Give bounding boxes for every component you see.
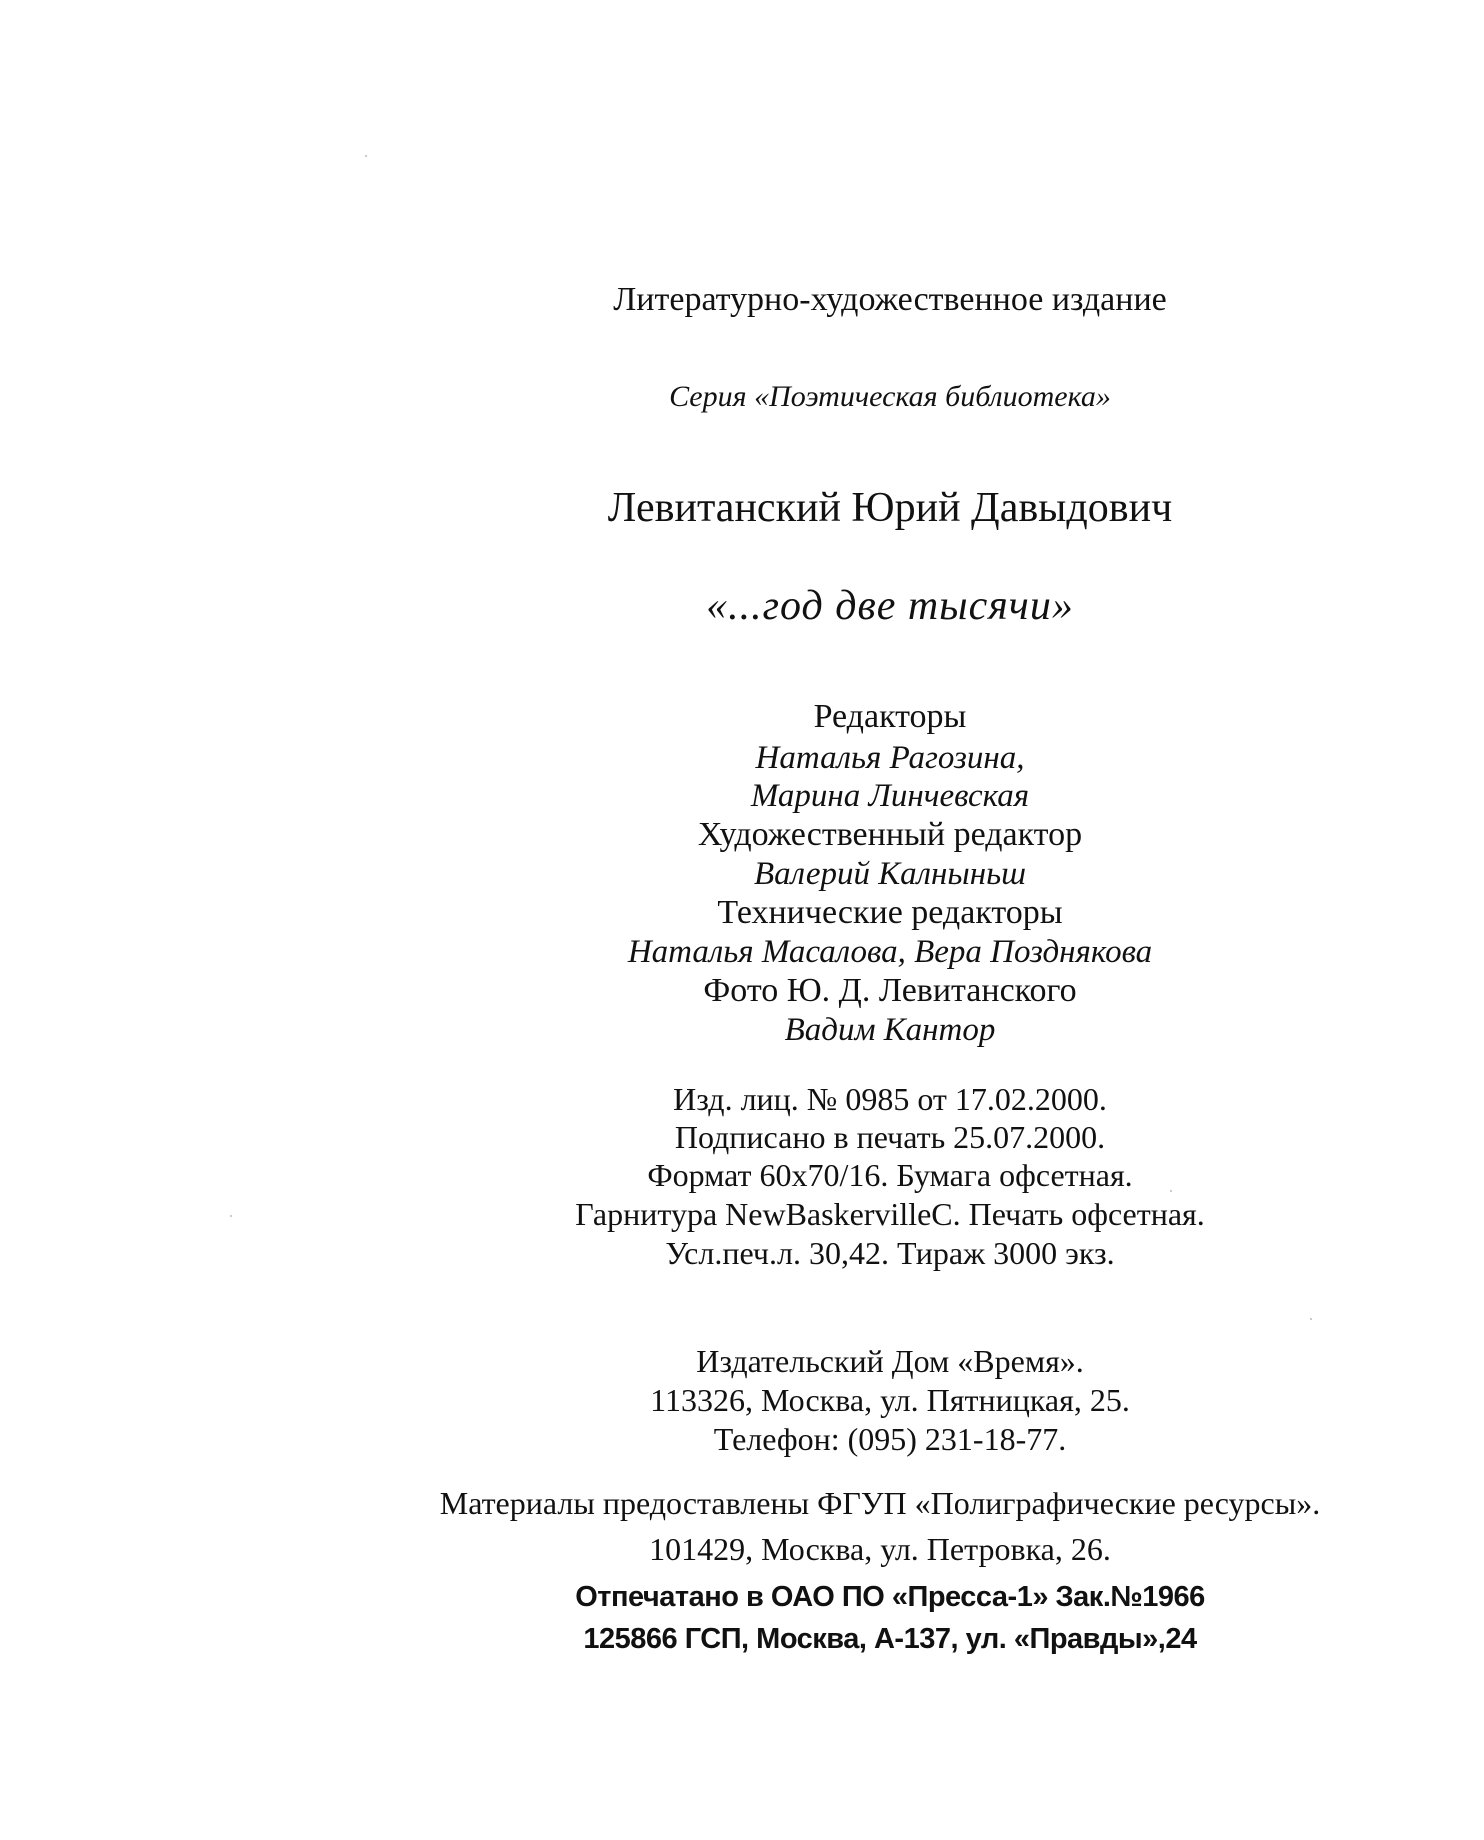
tech-editors-label: Технические редакторы — [717, 894, 1063, 931]
publisher-address: 113326, Москва, ул. Пятницкая, 25. — [650, 1382, 1130, 1418]
editors-line-1: Наталья Рагозина, — [755, 740, 1025, 776]
scan-speck — [1310, 1318, 1312, 1320]
book-title: «...год две тысячи» — [706, 583, 1074, 629]
scan-speck — [230, 1215, 232, 1217]
editors-line-2: Марина Линчевская — [750, 778, 1030, 814]
scan-speck — [1170, 1190, 1172, 1192]
signed-line: Подписано в печать 25.07.2000. — [674, 1119, 1106, 1155]
edition-type: Литературно-художественное издание — [613, 281, 1167, 318]
run-line: Усл.печ.л. 30,42. Тираж 3000 экз. — [665, 1235, 1115, 1271]
typeface-line: Гарнитура NewBaskervilleC. Печать офсетная. — [575, 1196, 1205, 1232]
materials-line-2: 101429, Москва, ул. Петровка, 26. — [649, 1531, 1111, 1567]
art-editor-label: Художественный редактор — [697, 816, 1083, 853]
tech-editors-names: Наталья Масалова, Вера Позднякова — [627, 934, 1153, 970]
scan-speck — [365, 155, 367, 157]
editors-label: Редакторы — [813, 698, 967, 735]
photo-label: Фото Ю. Д. Левитанского — [703, 972, 1077, 1009]
art-editor-name: Валерий Калныньш — [753, 856, 1027, 892]
format-line: Формат 60х70/16. Бумага офсетная. — [647, 1157, 1133, 1193]
publisher-name: Издательский Дом «Время». — [696, 1343, 1084, 1379]
publisher-phone: Телефон: (095) 231-18-77. — [713, 1421, 1067, 1457]
photo-by: Вадим Кантор — [784, 1012, 996, 1048]
series-name: Серия «Поэтическая библиотека» — [669, 380, 1111, 413]
materials-line-1: Материалы предоставлены ФГУП «Полиграфические ресурсы». — [439, 1485, 1321, 1521]
printer-line-1: Отпечатано в ОАО ПО «Пресса-1» Зак.№1966 — [575, 1581, 1205, 1613]
printer-line-2: 125866 ГСП, Москва, А-137, ул. «Правды»,24 — [583, 1623, 1197, 1655]
author-name: Левитанский Юрий Давыдович — [607, 485, 1173, 531]
license-line: Изд. лиц. № 0985 от 17.02.2000. — [673, 1081, 1107, 1117]
